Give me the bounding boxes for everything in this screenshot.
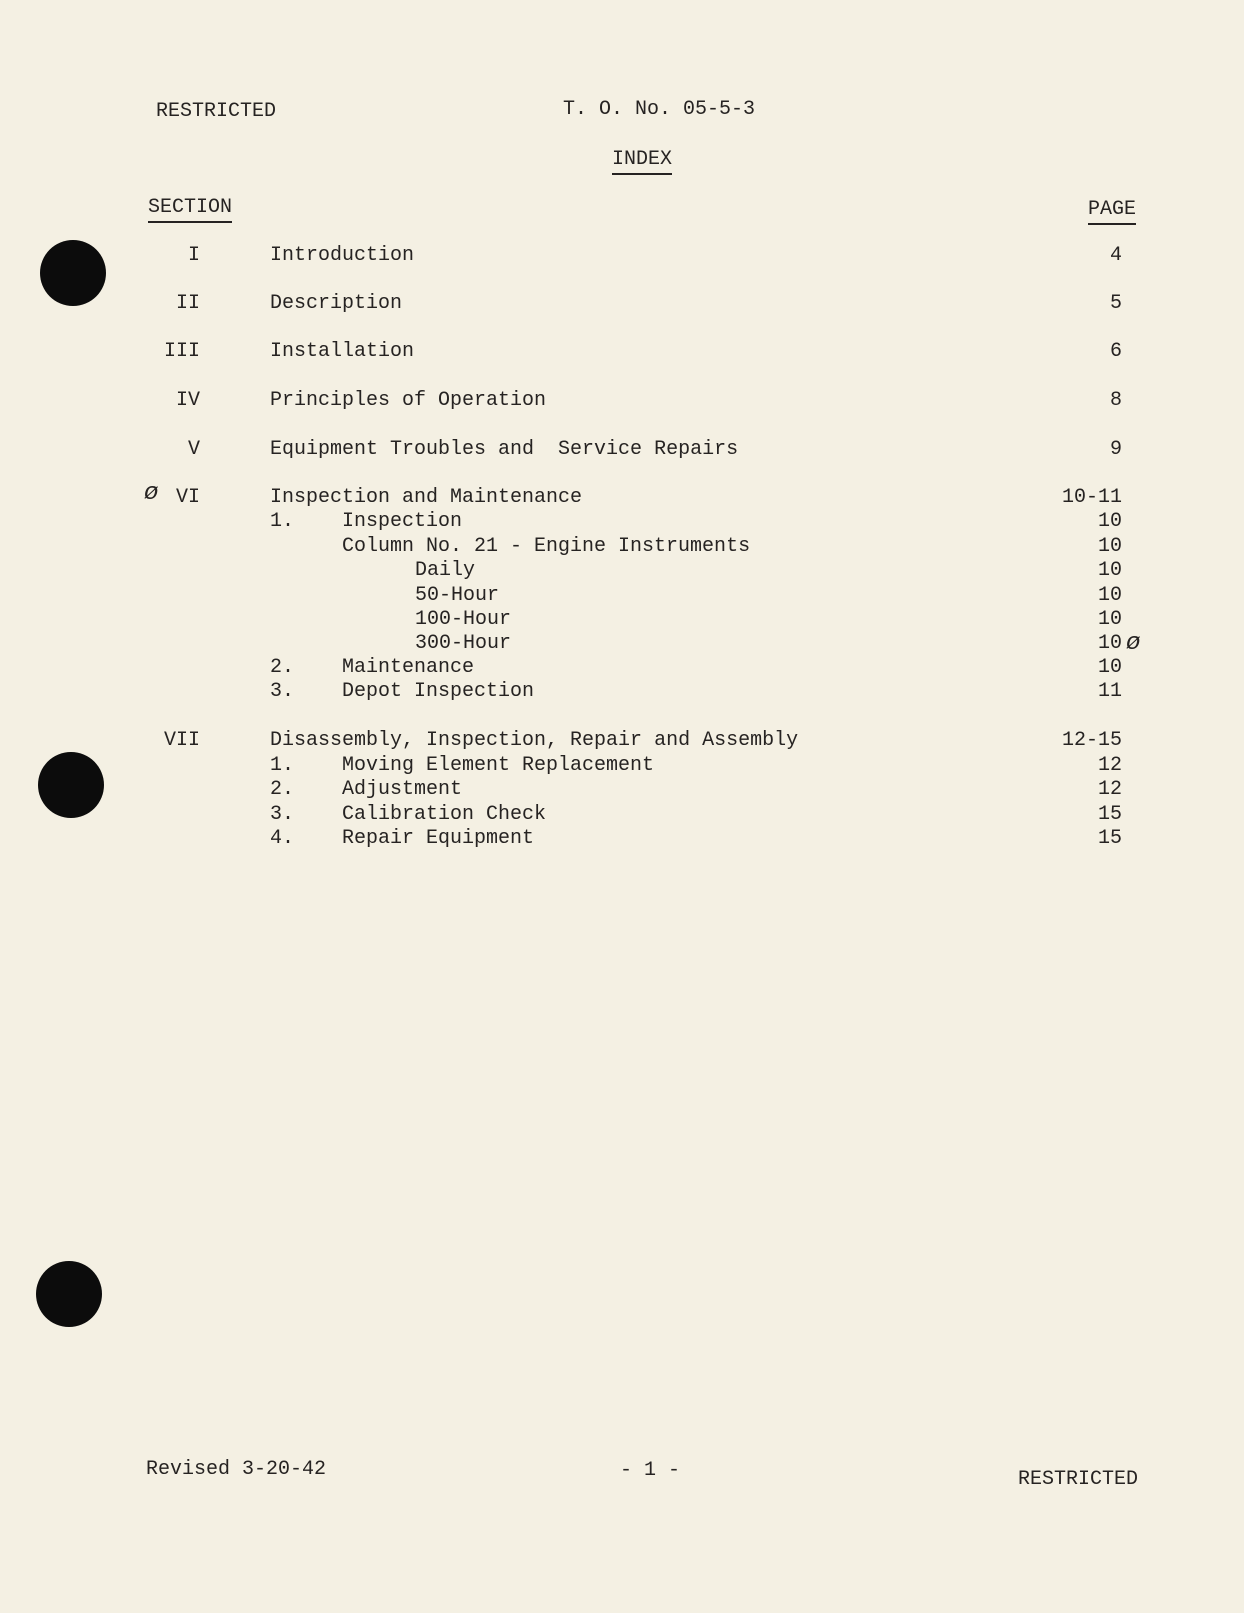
item-number: 4. [270,827,295,850]
entry-page: 12-15 [1061,729,1122,752]
change-mark: ø [144,480,159,507]
entry-page: 15 [1097,827,1122,850]
entry-title: Disassembly, Inspection, Repair and Assembly [270,729,799,752]
punch-hole [36,1261,102,1327]
page-number: - 1 - [620,1459,681,1482]
revised-date: Revised 3-20-42 [146,1458,327,1481]
entry-title: 50-Hour [415,584,500,607]
column-header-page: PAGE [1088,198,1136,225]
entry-title: Installation [270,340,415,363]
punch-hole [40,240,106,306]
entry-page: 6 [1109,340,1122,363]
entry-page: 5 [1109,292,1122,315]
entry-title: Repair Equipment [342,827,535,850]
technical-order-number: T. O. No. 05-5-3 [563,98,756,121]
section-number: II [175,292,200,315]
section-number: I [187,244,200,267]
entry-title: Inspection [342,510,463,533]
entry-page: 12 [1097,754,1122,777]
section-number: III [163,340,200,363]
entry-page: 15 [1097,803,1122,826]
page-title: INDEX [612,148,672,175]
entry-page: 10 [1097,656,1122,679]
punch-hole [38,752,104,818]
entry-title: 100-Hour [415,608,512,631]
entry-title: 300-Hour [415,632,512,655]
section-number: V [187,438,200,461]
entry-page: 10 [1097,584,1122,607]
item-number: 1. [270,510,295,533]
item-number: 3. [270,803,295,826]
header-classification: RESTRICTED [156,100,277,123]
entry-title: Adjustment [342,778,463,801]
section-number: VII [163,729,200,752]
entry-title: Description [270,292,403,315]
entry-title: Depot Inspection [342,680,535,703]
entry-title: Principles of Operation [270,389,547,412]
item-number: 2. [270,778,295,801]
entry-page: 12 [1097,778,1122,801]
entry-page: 11 [1097,680,1122,703]
entry-page: 10 [1097,535,1122,558]
entry-page: 4 [1109,244,1122,267]
item-number: 1. [270,754,295,777]
entry-title: Calibration Check [342,803,547,826]
item-number: 2. [270,656,295,679]
entry-title: Introduction [270,244,415,267]
entry-title: Equipment Troubles and Service Repairs [270,438,739,461]
entry-page: 10 [1097,608,1122,631]
entry-title: Maintenance [342,656,475,679]
entry-title: Inspection and Maintenance [270,486,583,509]
entry-page: 10 [1097,559,1122,582]
entry-page: 10 [1097,632,1122,655]
entry-page: 10-11 [1061,486,1122,509]
item-number: 3. [270,680,295,703]
entry-page: 9 [1109,438,1122,461]
entry-title: Moving Element Replacement [342,754,655,777]
footer-classification: RESTRICTED [1018,1468,1139,1491]
change-mark: ø [1126,630,1141,657]
section-number: IV [175,389,200,412]
section-number: VI [175,486,200,509]
entry-page: 8 [1109,389,1122,412]
entry-page: 10 [1097,510,1122,533]
entry-title: Daily [415,559,476,582]
column-header-section: SECTION [148,196,232,223]
entry-title: Column No. 21 - Engine Instruments [342,535,751,558]
